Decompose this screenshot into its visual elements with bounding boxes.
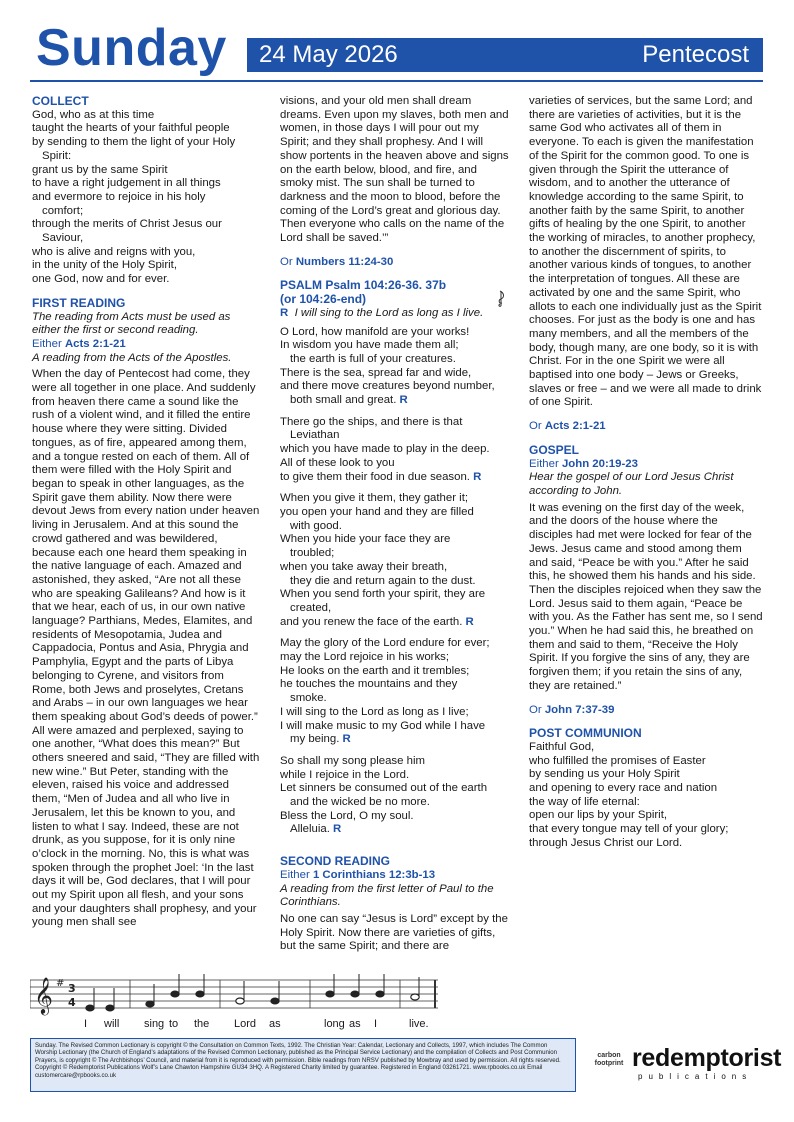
response-marker: R <box>469 470 482 483</box>
lyric-word: will <box>104 1018 120 1030</box>
music-note <box>171 991 179 997</box>
lyric-word: to <box>169 1018 179 1030</box>
second-reading-intro: A reading from the first letter of Paul to the Corinthians. <box>280 882 494 909</box>
music-note <box>236 998 244 1004</box>
text-line: There go the ships, and there is that <box>280 415 463 428</box>
text-line: grant us by the same Spirit <box>32 163 168 176</box>
text-line: In wisdom you have made them all; <box>280 339 459 352</box>
text-line: So shall my song please him <box>280 754 425 767</box>
music-note <box>376 991 384 997</box>
text-line: to give them their food in due season. R <box>280 470 482 483</box>
text-line: taught the hearts of your faithful people <box>32 122 230 135</box>
psalm-heading: PSALM Psalm 104:26-36. 37b <box>280 278 447 293</box>
text-line: When you hide your face they are <box>280 533 451 546</box>
page-title: Sunday <box>36 19 227 77</box>
header-rule <box>30 80 763 82</box>
text-line: and you renew the face of the earth. R <box>280 615 474 628</box>
text-line: All of these look to you <box>280 456 395 469</box>
text-line: open our lips by your Spirit, <box>529 809 668 822</box>
second-reading-continued: varieties of services, but the same Lord; and there are varieties of activities, but it is the same God who activates all of them in everyone. To each is given the manifestation of the Spirit for the common good. To one is given through the Spirit the utterance of wisdom, and to another the utterance of knowledge according to the same Spirit, to another faith by the same Spirit, to another gifts of healing by the one Spirit, to another the working of miracles, to another prophecy, to another the discernment of spirits, to another various kinds of tongues, to another the interpretation of tongues. All these are activated by one and the same Spirit, who allots to each one individually just as the Spirit chooses. For just as the body is one and has many members, and all the members of the body, though many, are one body, so it is with Christ. For in the one Spirit we were all baptised into one body – Jews or Greeks, slaves or free – and we were all made to drink of one Spirit. <box>529 95 762 409</box>
lyric-word: live. <box>409 1018 429 1030</box>
staff-svg <box>30 970 440 1018</box>
music-note-icon <box>496 290 508 308</box>
psalm-ref-alt: (or 104:26-end) <box>280 292 367 307</box>
lyric-word: I <box>84 1018 88 1030</box>
psalm-response: R I will sing to the Lord as long as I live. <box>280 306 484 319</box>
lyric-word: I <box>374 1018 378 1030</box>
gospel-text: It was evening on the first day of the week, and the doors of the house where the disciples had met were locked for fear of the Jews. Jesus came and stood among them and said, “Peace be with you.” After he said this, he showed them his hands and his side. Then the disciples rejoiced when they saw the Lord. Jesus said to them again, “Peace be with you. As the Father has sent me, so I send you.” When he had said this, he breathed on them and said to them, “Receive the Holy Spirit. If you forgive the sins of any, they are forgiven them; if you retain the sins of any, they are retained.” <box>529 501 763 692</box>
header-bar <box>247 38 763 72</box>
first-reading-intro: A reading from the Acts of the Apostles. <box>32 351 232 364</box>
text-line: they die and return again to the dust. <box>290 574 476 587</box>
lyric-word: as <box>269 1018 281 1030</box>
text-line: and the wicked be no more. <box>290 796 430 809</box>
lyric-word: Lord <box>234 1018 257 1030</box>
first-reading-ref: Either Acts 2:1-21 <box>32 337 126 350</box>
text-line: through Jesus Christ our Lord. <box>529 836 683 849</box>
alt-gospel: Or John 7:37-39 <box>529 703 615 716</box>
text-line: my being. R <box>290 733 351 746</box>
response-marker: R <box>462 615 474 628</box>
date-label: 24 May 2026 <box>259 41 398 68</box>
text-line: both small and great. R <box>290 394 408 407</box>
collect-heading: COLLECT <box>32 94 89 108</box>
text-line: the earth is full of your creatures. <box>290 352 456 365</box>
text-line: comfort; <box>42 204 84 217</box>
svg-text:4: 4 <box>68 996 76 1009</box>
svg-text:3: 3 <box>68 982 76 995</box>
gospel-heading: GOSPEL <box>529 442 580 457</box>
lyric-word: as <box>349 1018 361 1030</box>
psalm-stanza <box>280 416 510 485</box>
post-communion-text <box>529 741 763 851</box>
column-3 <box>529 95 763 851</box>
column-1 <box>32 95 260 930</box>
text-line: while I rejoice in the Lord. <box>280 768 410 781</box>
text-line: O Lord, how manifold are your works! <box>280 325 470 338</box>
music-note <box>411 994 419 1000</box>
music-note <box>86 1005 94 1011</box>
text-line: through the merits of Christ Jesus our <box>32 218 222 231</box>
gospel-ref: Either John 20:19-23 <box>529 457 638 470</box>
text-line: when you take away their breath, <box>280 560 448 573</box>
alt-second-reading: Or Acts 2:1-21 <box>529 420 606 433</box>
text-line: and evermore to rejoice in his holy <box>32 190 206 203</box>
text-line: that every tongue may tell of your glory; <box>529 823 729 836</box>
publisher-logo: redemptorist <box>632 1044 782 1072</box>
text-line: you open your hand and they are filled <box>280 505 474 518</box>
text-line: with good. <box>290 519 342 532</box>
alt-first-reading: Or Numbers 11:24-30 <box>280 255 394 268</box>
text-line: and opening to every race and nation <box>529 782 718 795</box>
svg-text:𝄞: 𝄞 <box>34 976 53 1014</box>
svg-text:#: # <box>56 978 65 989</box>
text-line: which you have made to play in the deep. <box>280 443 490 456</box>
post-communion-heading: POST COMMUNION <box>529 726 642 741</box>
first-reading-heading: FIRST READING <box>32 295 126 310</box>
psalm-stanza <box>280 755 510 837</box>
text-line: who is alive and reigns with you, <box>32 245 196 258</box>
second-reading-ref: Either 1 Corinthians 12:3b-13 <box>280 868 436 881</box>
music-note <box>196 991 204 997</box>
music-note <box>146 1001 154 1007</box>
text-line: smoke. <box>290 692 327 705</box>
text-line: in the unity of the Holy Spirit, <box>32 259 177 272</box>
text-line: one God, now and for ever. <box>32 273 170 286</box>
text-line: When you send forth your spirit, they are <box>280 588 486 601</box>
text-line: I will make music to my God while I have <box>280 719 486 732</box>
music-staff <box>30 970 440 1036</box>
response-marker: R <box>339 733 351 746</box>
music-note <box>351 991 359 997</box>
text-line: may the Lord rejoice in his works; <box>280 651 450 664</box>
gospel-intro: Hear the gospel of our Lord Jesus Christ according to John. <box>529 471 734 497</box>
text-line: Alleluia. R <box>290 823 342 836</box>
psalm-stanza <box>280 637 510 747</box>
text-line: and there move creatures beyond number, <box>280 380 495 393</box>
text-line: created, <box>290 601 332 614</box>
text-line: He looks on the earth and it trembles; <box>280 664 470 677</box>
text-line: God, who as at this time <box>32 108 155 121</box>
text-line: by sending us your Holy Spirit <box>529 768 680 781</box>
music-note <box>326 991 334 997</box>
text-line: Bless the Lord, O my soul. <box>280 809 414 822</box>
second-reading-text: No one can say “Jesus is Lord” except by the Holy Spirit. Now there are varieties of gifts, but the same Spirit; and there are <box>280 912 508 953</box>
psalm-text <box>280 326 510 838</box>
response-marker: R <box>329 823 342 836</box>
text-line: I will sing to the Lord as long as I live; <box>280 705 469 718</box>
feast-name: Pentecost <box>642 41 749 68</box>
text-line: Faithful God, <box>529 740 595 753</box>
text-line: When you give it them, they gather it; <box>280 492 469 505</box>
text-line: Let sinners be consumed out of the earth <box>280 782 488 795</box>
carbon-footprint-badge: carbon footprint <box>594 1052 624 1067</box>
text-line: he touches the mountains and they <box>280 678 458 691</box>
response-marker: R <box>396 394 408 407</box>
collect-text <box>32 109 260 287</box>
publisher-logo-sub: publications <box>638 1072 753 1081</box>
text-line: May the glory of the Lord endure for ever; <box>280 637 490 650</box>
music-note <box>106 1005 114 1011</box>
first-reading-text: When the day of Pentecost had come, they were all together in one place. And suddenly from heaven there came a sound like the rush of a violent wind, and it filled the entire house where they were sitting. Divided tongues, as of fire, appeared among them, and a tongue rested on each of them. All of them were filled with the Holy Spirit and began to speak in other languages, as the Spirit gave them ability. Now there were devout Jews from every nation under heaven living in Jerusalem. And at this sound the crowd gathered and was bewildered, because each one heard them speaking in the native language of each. Amazed and astonished, they asked, “Are not all these who are speaking Galileans? And how is it that we hear, each of us, in our own native language? Parthians, Medes, Elamites, and residents of Mesopotamia, Judea and Cappadocia, Pontus and Asia, Phrygia and Pamphylia, Egypt and the parts of Libya belonging to Cyrene, and visitors from Rome, both Jews and proselytes, Cretans and Arabs – in our own languages we hear them speaking about God’s deeds of power.” All were amazed and perplexed, saying to one another, “What does this mean?” But others sneered and said, “They are filled with new wine.” But Peter, standing with the eleven, raised his voice and addressed them, “Men of Judea and all who live in Jerusalem, let this be known to you, and listen to what I say. Indeed, these are not drunk, as you suppose, for it is only nine o’clock in the morning. No, this is what was spoken through the prophet Joel: ‘In the last days it will be, God declares, that I will pour out my Spirit upon all flesh, and your sons and your daughters shall prophesy, and your young men shall see <box>32 368 260 929</box>
psalm-stanza <box>280 492 510 629</box>
first-reading-instruction: The reading from Acts must be used as either the first or second reading. <box>32 310 231 337</box>
lyric-word: the <box>194 1018 210 1030</box>
copyright-footer: Sunday. The Revised Common Lectionary is copyright © the Consultation on Common Texts, 1992. The Christian Year: Calendar, Lectionary and Collects, 1997, which includes The Common Worship Lectionary (the Church of England’s adaptations of the Revised Common Lectionary, published as the Principal Service Lectionary) and the compilation of Collects and Post Communion Prayers, is copyright © The Archbishops’ Council, and material from it is reproduced with permission. Bible readings from NRSV published by Mowbray and used by permission. All rights reserved. Copyright © Redemptorist Publications Wolf’s Lane Chawton Hampshire GU34 3HQ. A Registered Charity limited by guarantee. Registered in England 03261721. www.rpbooks.co.uk Email customercare@rpbooks.co.uk <box>30 1038 576 1092</box>
lyric-word: long <box>324 1018 345 1030</box>
second-reading-heading: SECOND READING <box>280 854 391 869</box>
text-line: who fulfilled the promises of Easter <box>529 754 706 767</box>
text-line: the way of life eternal: <box>529 795 640 808</box>
music-note <box>271 998 279 1004</box>
text-line: troubled; <box>290 547 335 560</box>
text-line: There is the sea, spread far and wide, <box>280 366 472 379</box>
column-2 <box>280 95 510 954</box>
text-line: by sending to them the light of your Holy <box>32 136 236 149</box>
text-line: Spirit: <box>42 149 72 162</box>
text-line: Saviour, <box>42 232 84 245</box>
lyric-word: sing <box>144 1018 165 1030</box>
psalm-stanza <box>280 326 510 408</box>
first-reading-continued: visions, and your old men shall dream dreams. Even upon my slaves, both men and women, in those days I will pour out my Spirit; and they shall prophesy. And I will show portents in the heaven above and signs on the earth below, blood, and fire, and smoky mist. The sun shall be turned to darkness and the moon to blood, before the coming of the Lord’s great and glorious day. Then everyone who calls on the name of the Lord shall be saved.’” <box>280 95 509 245</box>
text-line: Leviathan <box>290 429 340 442</box>
text-line: to have a right judgement in all things <box>32 177 221 190</box>
